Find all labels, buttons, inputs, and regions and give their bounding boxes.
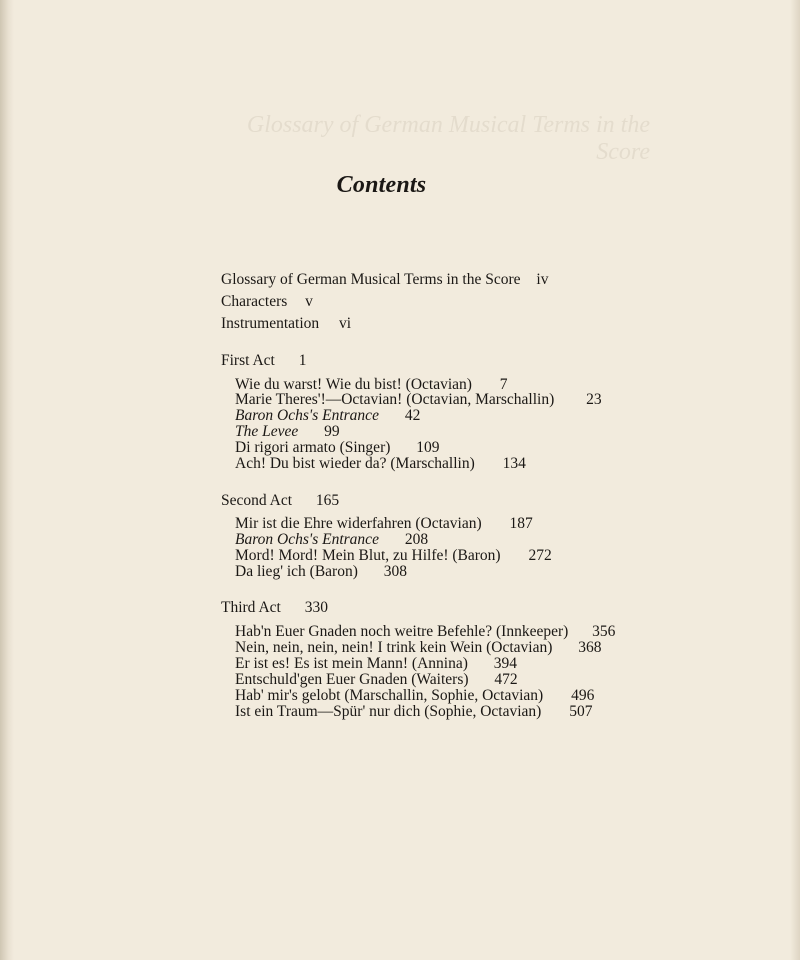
page-edge <box>790 0 800 960</box>
entry-page-number: 42 <box>404 407 421 424</box>
entry-page-number: 99 <box>324 423 340 440</box>
entry-page-number: vi <box>339 315 352 332</box>
binding-shadow <box>0 0 14 960</box>
act-label: Third Act <box>221 599 281 616</box>
entry-page-number: 472 <box>494 671 518 688</box>
entry-page-number: 208 <box>404 531 429 548</box>
toc-act-third[interactable] <box>221 599 328 617</box>
toc-entry-instrumentation[interactable] <box>221 315 351 333</box>
toc-entry[interactable] <box>235 563 407 581</box>
entry-label: Ach! Du bist wieder da? (Marschallin) <box>235 455 475 472</box>
act-page-number: 330 <box>304 599 328 616</box>
act-page-number: 165 <box>315 492 340 509</box>
entry-label: Baron Ochs's Entrance <box>235 531 379 548</box>
toc-act-first[interactable] <box>221 352 306 370</box>
entry-label: Di rigori armato (Singer) <box>235 439 391 456</box>
entry-label: Marie Theres'!—Octavian! (Octavian, Marschallin) <box>235 391 555 408</box>
entry-label: Mord! Mord! Mein Blut, zu Hilfe! (Baron) <box>235 547 501 564</box>
act-label: Second Act <box>221 492 293 509</box>
entry-page-number: 187 <box>509 515 533 532</box>
entry-page-number: 496 <box>571 687 595 704</box>
entry-page-number: 23 <box>586 391 602 408</box>
entry-label: Glossary of German Musical Terms in the Score <box>221 271 521 288</box>
entry-label: Baron Ochs's Entrance <box>235 407 379 424</box>
entry-label: Mir ist die Ehre widerfahren (Octavian) <box>235 515 482 532</box>
entry-page-number: 394 <box>493 655 518 672</box>
entry-page-number: 7 <box>499 376 508 393</box>
entry-label: The Levee <box>235 423 299 440</box>
entry-label: Nein, nein, nein, nein! I trink kein Wein (Octavian) <box>235 639 553 656</box>
entry-page-number: 134 <box>502 455 526 472</box>
toc-entry[interactable] <box>235 455 526 473</box>
entry-label: Instrumentation <box>221 315 320 332</box>
entry-page-number: iv <box>536 271 549 288</box>
toc-entry[interactable] <box>235 703 592 721</box>
entry-page-number: 109 <box>416 439 440 456</box>
entry-page-number: 308 <box>383 563 407 580</box>
entry-page-number: v <box>305 293 313 310</box>
toc-entry-characters[interactable] <box>221 293 313 311</box>
act-label: First Act <box>221 352 275 369</box>
page-title: Contents <box>336 172 427 198</box>
entry-page-number: 356 <box>592 623 616 640</box>
toc-entry-glossary[interactable] <box>221 271 548 289</box>
entry-page-number: 272 <box>528 547 552 564</box>
entry-label: Entschuld'gen Euer Gnaden (Waiters) <box>235 671 469 688</box>
entry-label: Er ist es! Es ist mein Mann! (Annina) <box>235 655 468 672</box>
act-page-number: 1 <box>298 352 307 369</box>
entry-label: Characters <box>221 293 288 310</box>
entry-label: Da lieg' ich (Baron) <box>235 563 358 580</box>
entry-label: Wie du warst! Wie du bist! (Octavian) <box>235 376 472 393</box>
entry-page-number: 368 <box>578 639 602 656</box>
entry-label: Hab' mir's gelobt (Marschallin, Sophie, Octavian) <box>235 687 544 704</box>
entry-label: Ist ein Traum—Spür' nur dich (Sophie, Octavian) <box>235 703 542 720</box>
entry-label: Hab'n Euer Gnaden noch weitre Befehle? (Innkeeper) <box>235 623 569 640</box>
toc-act-second[interactable] <box>221 492 339 510</box>
entry-page-number: 507 <box>569 703 593 720</box>
bleed-through-heading: Glossary of German Musical Terms in the Score <box>246 112 650 165</box>
